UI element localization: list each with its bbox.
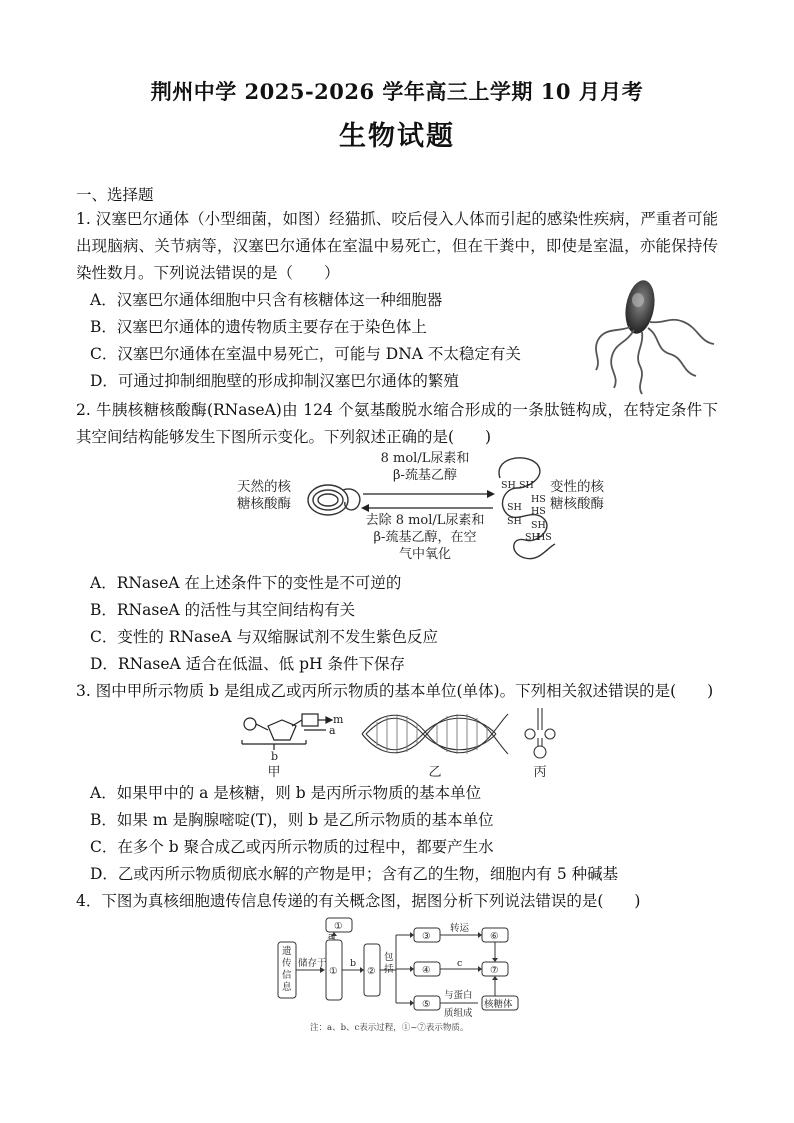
q3-option-b[interactable]: B．如果 m 是胸腺嘧啶(T)，则 b 是乙所示物质的基本单位 — [90, 811, 494, 829]
base-pairs — [377, 714, 487, 754]
q3-option-d[interactable]: D．乙或丙所示物质彻底水解的产物是甲；含有乙的生物，细胞内有 5 种碱基 — [90, 865, 619, 883]
sh-group: SH — [525, 532, 540, 543]
question-1-stem: 1. 汉塞巴尔通体（小型细菌，如图）经猫抓、咬后侵入人体而引起的感染性疾病，严重者可能出现脑病、关节病等，汉塞巴尔通体在室温中易死亡，但在干粪中，即使是室温，亦能保持传染性数月。下列说法错误的是（ ） — [76, 210, 718, 282]
transport-label: 转运 — [450, 923, 470, 934]
reverse-condition-line3: 气中氧化 — [398, 547, 452, 562]
question-4-stem: 4．下图为真核细胞遗传信息传递的有关概念图，据图分析下列说法错误的是( ) — [76, 892, 641, 910]
hs-group: HS — [531, 494, 546, 505]
rnase-denaturation-figure — [225, 448, 625, 566]
sh-group: SH — [507, 516, 522, 527]
denatured-enzyme-label-line2: 糖核酸酶 — [550, 496, 604, 512]
node-6: ⑥ — [490, 931, 499, 942]
label-yi: 乙 — [428, 765, 442, 780]
q2-option-c[interactable]: C．变性的 RNaseA 与双缩脲试剂不发生紫色反应 — [90, 628, 439, 646]
label-a: a — [329, 724, 336, 737]
reverse-condition-line1: 去除 8 mol/L尿素和 — [365, 513, 485, 528]
node-2: ② — [367, 966, 376, 977]
node-7: ⑦ — [490, 965, 499, 976]
ribosome-label: 核糖体 — [484, 999, 513, 1010]
native-enzyme-label-line1: 天然的核 — [237, 479, 291, 495]
native-enzyme-label-line2: 糖核酸酶 — [237, 496, 291, 512]
dna-double-helix — [362, 714, 508, 754]
node-3: ③ — [422, 931, 431, 942]
sh-group: SH — [519, 480, 534, 491]
process-a: a — [328, 931, 334, 942]
stored-in-label: 储存于 — [298, 958, 327, 969]
label-jia: 甲 — [267, 765, 281, 780]
with-protein-line1: 与蛋白 — [444, 990, 473, 1001]
label-bing: 丙 — [533, 765, 547, 780]
label-b: b — [271, 750, 279, 763]
hs-group: HS — [537, 532, 552, 543]
include-c2: 括 — [384, 964, 394, 975]
q1-option-d[interactable]: D．可通过抑制细胞壁的形成抑制汉塞巴尔通体的繁殖 — [90, 372, 459, 390]
nucleic-acid-figure — [232, 704, 562, 780]
sh-group: SH — [531, 520, 546, 531]
nucleotide-diagram — [242, 714, 332, 750]
question-2-stem: 2. 牛胰核糖核酸酶(RNaseA)由 124 个氨基酸脱水缩合形成的一条肽链构成，在特定条件下其空间结构能够发生下图所示变化。下列叙述正确的是( ) — [76, 401, 718, 446]
bartonella-bacterium-image — [590, 272, 720, 397]
denatured-enzyme-label-line1: 变性的核 — [550, 479, 604, 495]
node-4: ④ — [422, 965, 431, 976]
reverse-arrow — [361, 504, 493, 512]
process-b: b — [350, 958, 357, 969]
with-protein-line2: 质组成 — [444, 1008, 473, 1019]
genetic-info-c4: 息 — [282, 982, 292, 993]
include-c1: 包 — [384, 952, 394, 963]
forward-condition-line2: β-巯基乙醇 — [393, 468, 457, 483]
node-1-top: ① — [334, 921, 343, 932]
hs-group: HS — [531, 506, 546, 517]
q2-option-d[interactable]: D．RNaseA 适合在低温、低 pH 条件下保存 — [90, 655, 405, 673]
sh-group: SH — [507, 502, 522, 513]
q3-option-c[interactable]: C．在多个 b 聚合成乙或丙所示物质的过程中，都要产生水 — [90, 838, 494, 856]
q1-option-c[interactable]: C．汉塞巴尔通体在室温中易死亡，可能与 DNA 不太稳定有关 — [90, 345, 521, 363]
sh-group: SH — [501, 480, 516, 491]
node-1-main: ① — [329, 966, 338, 977]
q3-option-a[interactable]: A．如果甲中的 a 是核糖，则 b 是丙所示物质的基本单位 — [90, 784, 482, 802]
q1-option-a[interactable]: A．汉塞巴尔通体细胞中只含有核糖体这一种细胞器 — [90, 291, 443, 309]
q2-option-a[interactable]: A．RNaseA 在上述条件下的变性是不可逆的 — [90, 574, 402, 592]
genetic-info-c2: 传 — [282, 958, 292, 969]
node-5: ⑤ — [422, 999, 431, 1010]
q1-option-b[interactable]: B．汉塞巴尔通体的遗传物质主要存在于染色体上 — [90, 318, 427, 336]
figure-note: 注：a、b、c表示过程，①~⑦表示物质。 — [310, 1023, 469, 1033]
forward-arrow — [363, 490, 495, 498]
forward-condition-line1: 8 mol/L尿素和 — [380, 451, 470, 466]
subject-title: 生物试题 — [339, 121, 455, 152]
label-m: m — [333, 713, 344, 726]
genetic-info-c1: 遗 — [282, 946, 292, 957]
trna-cloverleaf — [525, 708, 555, 758]
reverse-condition-line2: β-巯基乙醇，在空 — [373, 530, 477, 545]
question-3-stem: 3. 图中甲所示物质 b 是组成乙或丙所示物质的基本单位(单体)。下列相关叙述错误的是( ) — [76, 682, 714, 700]
genetic-info-concept-map — [270, 914, 540, 1034]
genetic-info-c3: 信 — [282, 970, 292, 981]
exam-title: 荆州中学 2025-2026 学年高三上学期 10 月月考 — [150, 79, 644, 104]
process-c: c — [457, 958, 463, 969]
section-heading: 一、选择题 — [76, 186, 154, 204]
native-protein-shape — [308, 485, 360, 515]
q2-option-b[interactable]: B．RNaseA 的活性与其空间结构有关 — [90, 601, 356, 619]
